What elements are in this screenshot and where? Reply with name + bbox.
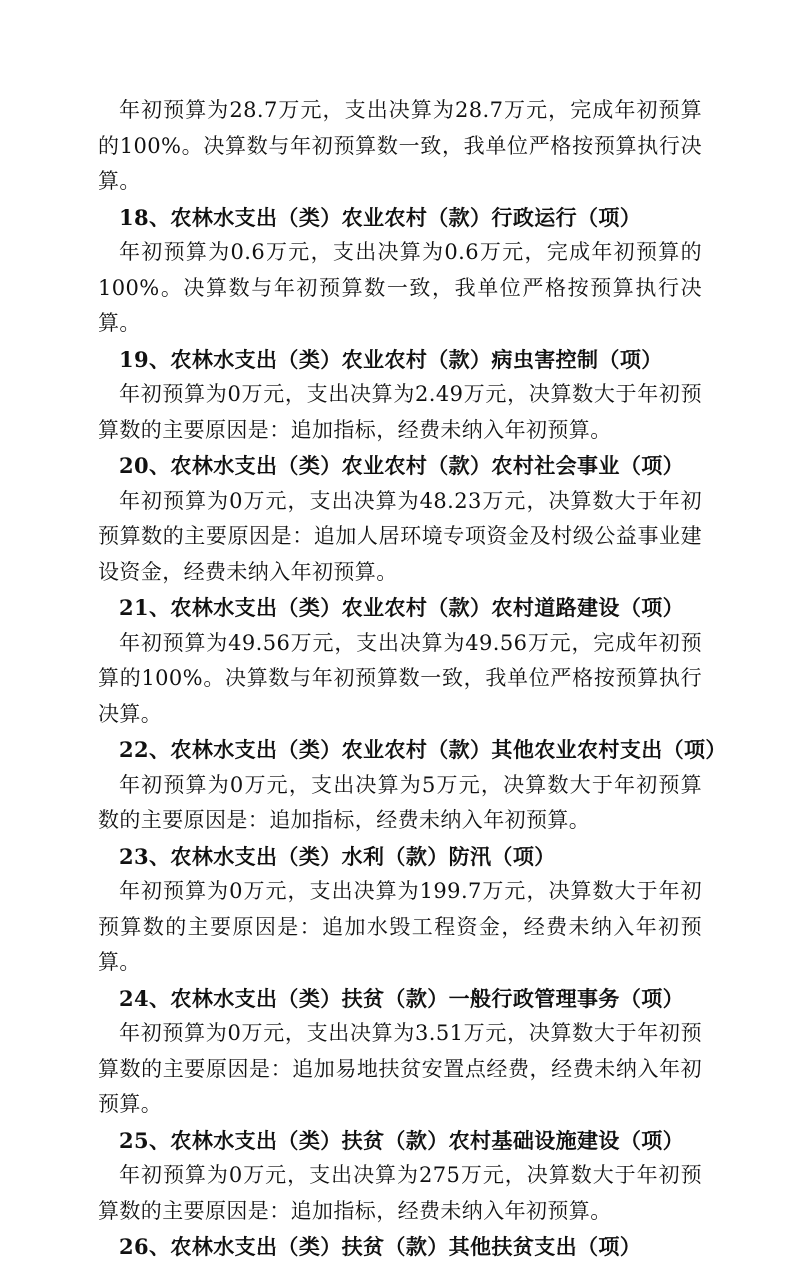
budget-item-17-continued: [98, 93, 702, 200]
item-heading: 20、农林水支出（类）农业农村（款）农村社会事业（项）: [119, 453, 685, 478]
document-body: [98, 93, 727, 1265]
budget-item-22: [98, 732, 727, 839]
budget-item-19: [98, 342, 702, 449]
item-paragraph: 年初预算为49.56万元，支出决算为49.56万元，完成年初预算的100%。决算数与年初预算数一致，我单位严格按预算执行决算。: [98, 630, 702, 726]
item-heading: 22、农林水支出（类）农业农村（款）其他农业农村支出（项）: [119, 737, 727, 762]
item-paragraph: 年初预算为0万元，支出决算为48.23万元，决算数大于年初预算数的主要原因是：追加人居环境专项资金及村级公益事业建设资金，经费未纳入年初预算。: [98, 488, 702, 584]
budget-item-26: [98, 1229, 702, 1265]
budget-item-25: [98, 1123, 702, 1230]
item-paragraph: 年初预算为0万元，支出决算为275万元，决算数大于年初预算数的主要原因是：追加指标，经费未纳入年初预算。: [98, 1163, 702, 1223]
item-heading: 25、农林水支出（类）扶贫（款）农村基础设施建设（项）: [119, 1127, 685, 1153]
item-paragraph: 年初预算为0万元，支出决算为3.51万元，决算数大于年初预算数的主要原因是：追加易地扶贫安置点经费，经费未纳入年初预算。: [98, 1021, 702, 1116]
budget-item-21: [98, 590, 702, 732]
item-heading: 26、农林水支出（类）扶贫（款）其他扶贫支出（项）: [119, 1234, 642, 1259]
item-paragraph: 年初预算为0万元，支出决算为199.7万元，决算数大于年初预算数的主要原因是：追加水毁工程资金，经费未纳入年初预算。: [98, 879, 702, 974]
budget-item-24: [98, 981, 702, 1123]
item-paragraph: 年初预算为0.6万元，支出决算为0.6万元，完成年初预算的100%。决算数与年初预算数一致，我单位严格按预算执行决算。: [98, 240, 702, 335]
item-heading: 21、农林水支出（类）农业农村（款）农村道路建设（项）: [119, 595, 685, 620]
item-paragraph: 年初预算为28.7万元，支出决算为28.7万元，完成年初预算的100%。决算数与年初预算数一致，我单位严格按预算执行决算。: [98, 98, 702, 193]
item-paragraph: 年初预算为0万元，支出决算为2.49万元，决算数大于年初预算数的主要原因是：追加指标，经费未纳入年初预算。: [98, 382, 702, 442]
budget-item-18: [98, 200, 702, 342]
budget-item-23: [98, 839, 702, 981]
item-heading: 18、农林水支出（类）农业农村（款）行政运行（项）: [119, 204, 642, 230]
item-paragraph: 年初预算为0万元，支出决算为5万元，决算数大于年初预算数的主要原因是：追加指标，经费未纳入年初预算。: [98, 772, 702, 832]
budget-item-20: [98, 448, 702, 590]
item-heading: 24、农林水支出（类）扶贫（款）一般行政管理事务（项）: [119, 985, 685, 1011]
item-heading: 19、农林水支出（类）农业农村（款）病虫害控制（项）: [119, 346, 663, 372]
item-heading: 23、农林水支出（类）水利（款）防汛（项）: [119, 843, 556, 869]
